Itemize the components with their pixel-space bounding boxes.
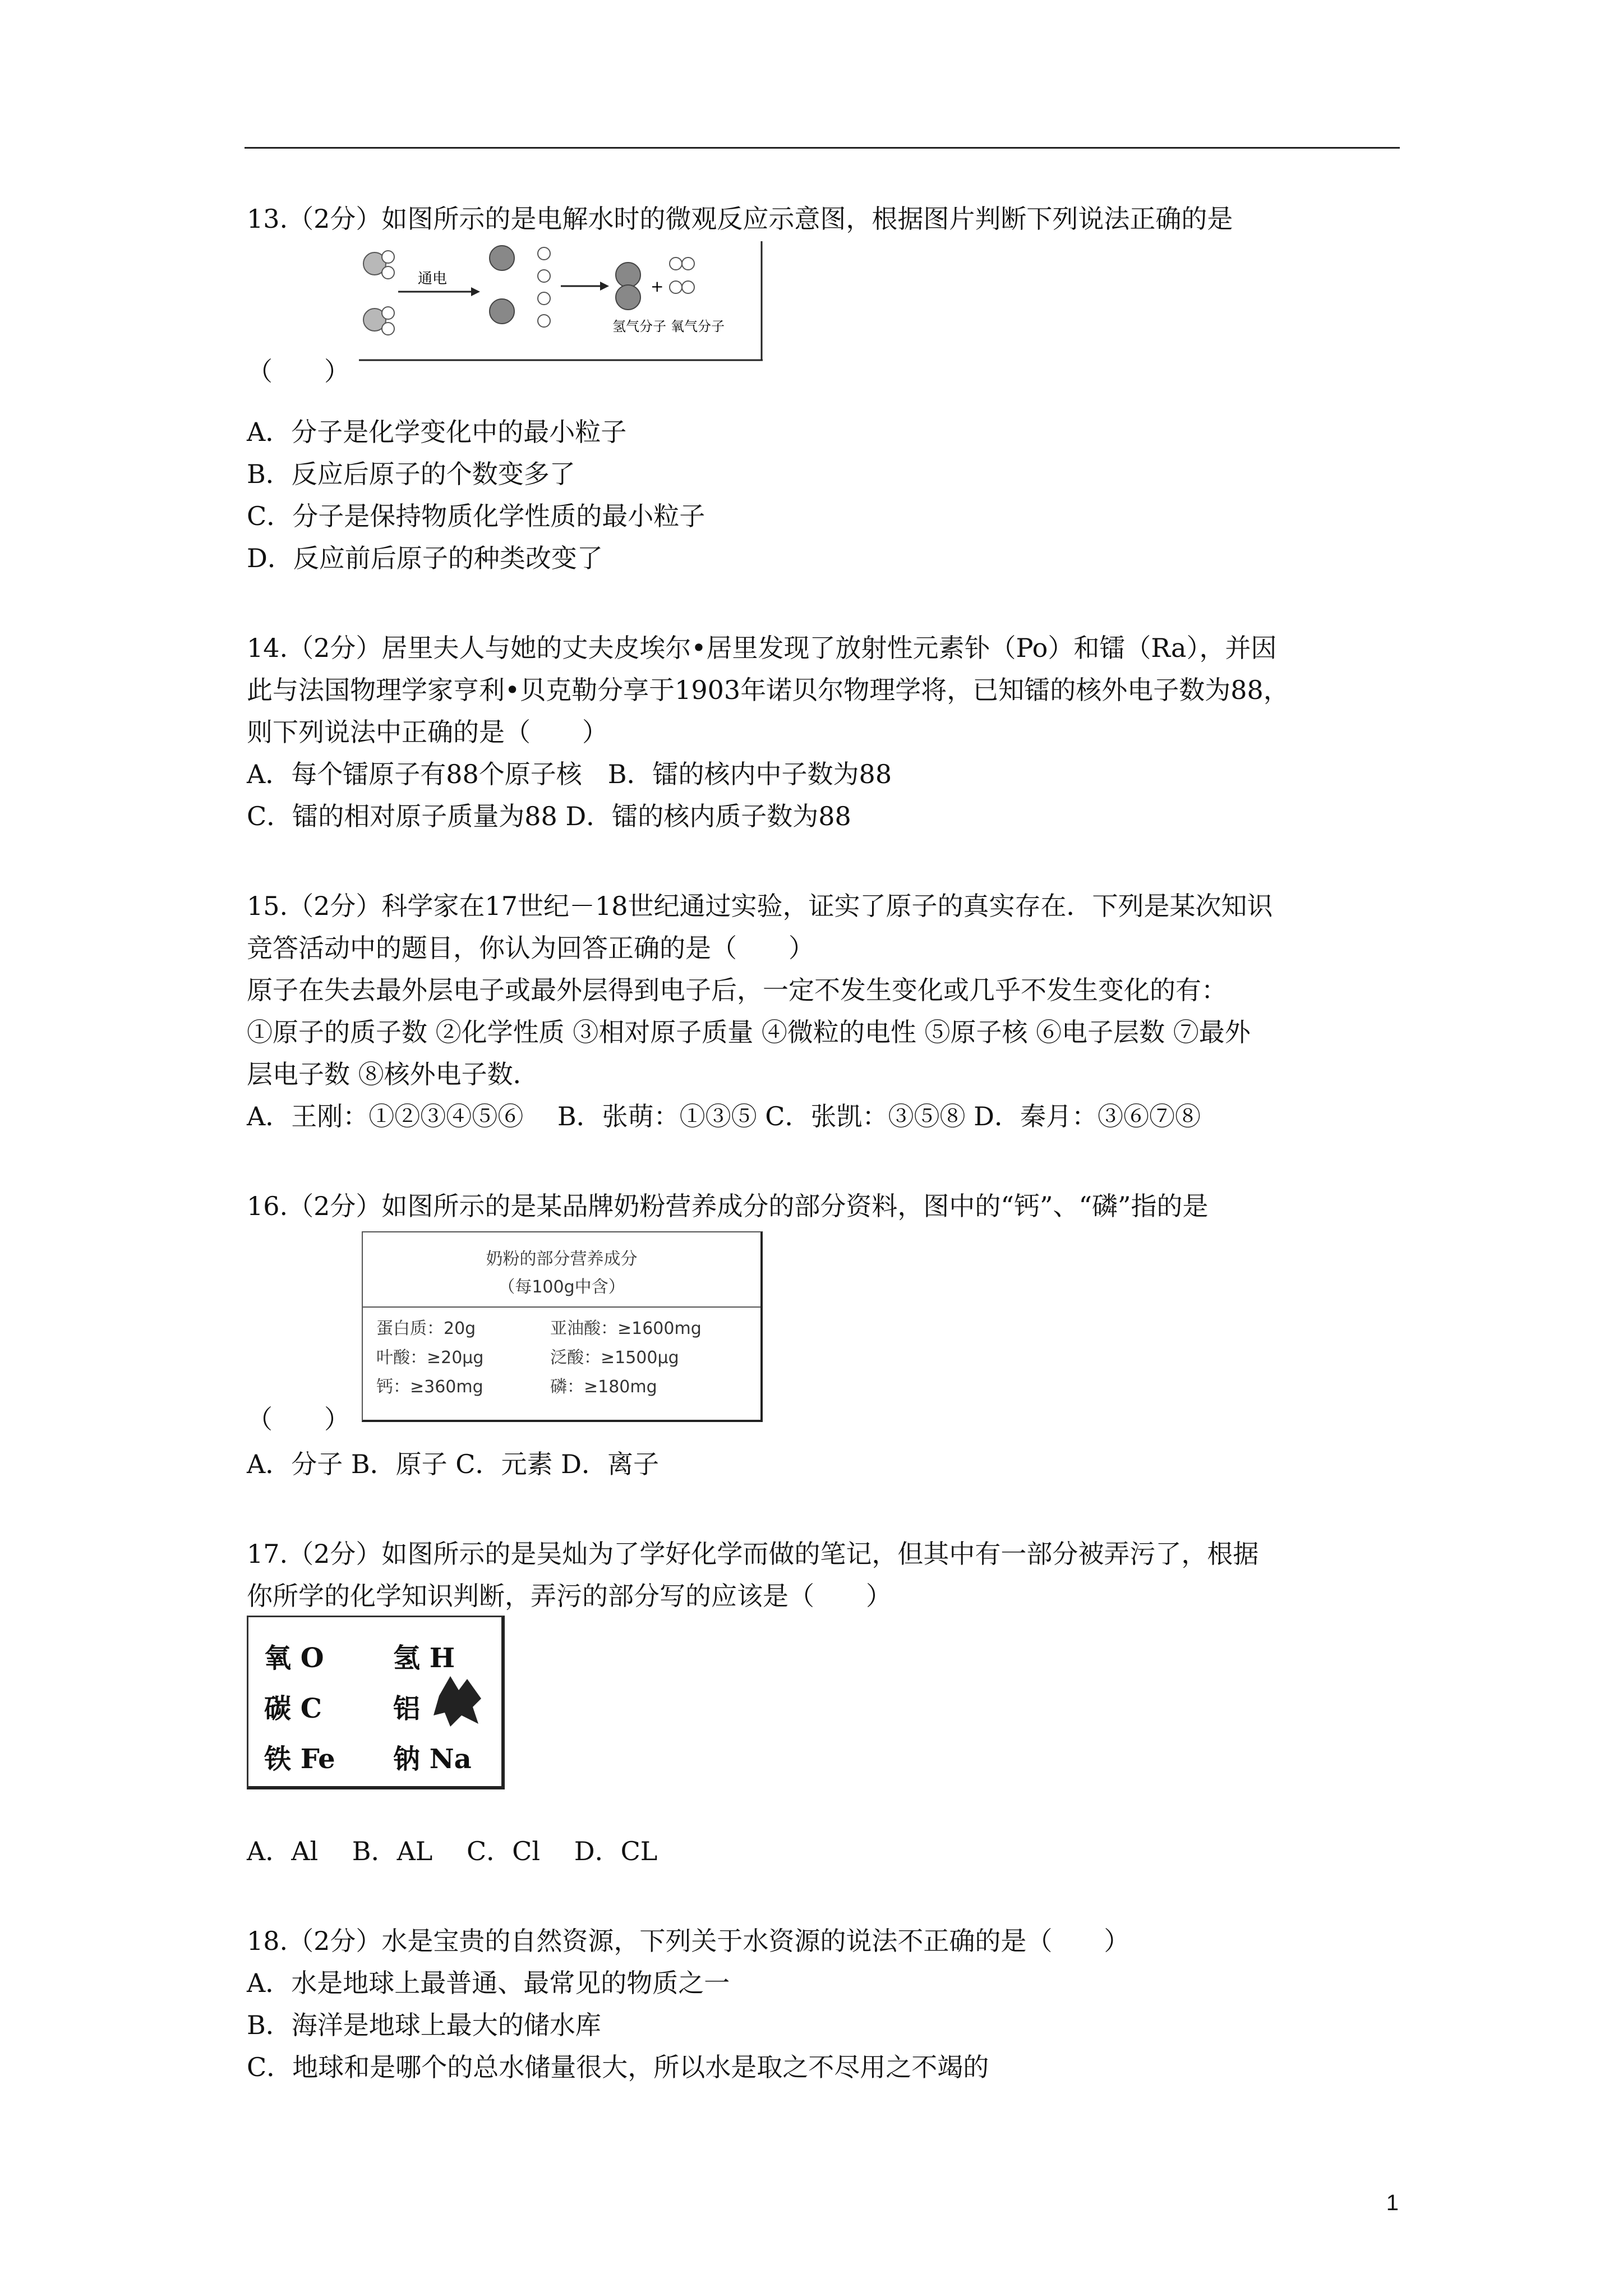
q17-line-1: 17.（2分）如图所示的是吴灿为了学好化学而做的笔记，但其中有一部分被弄污了，根据 xyxy=(247,1539,1259,1569)
q17-options: A．Al B．AL C．Cl D．CL xyxy=(247,1836,658,1866)
q16-stem: 16.（2分）如图所示的是某品牌奶粉营养成分的部分资料，图中的“钙”、“磷”指的是 xyxy=(247,1191,1209,1221)
table-cell: 蛋白质：20g xyxy=(376,1319,476,1338)
table-subtitle: （每100g中含） xyxy=(498,1277,625,1297)
table-title: 奶粉的部分营养成分 xyxy=(486,1249,638,1269)
note-cell: 氧 O xyxy=(264,1642,324,1674)
q15-line-4: ①原子的质子数 ②化学性质 ③相对原子质量 ④微粒的电性 ⑤原子核 ⑥电子层数 ⑦最外 xyxy=(247,1017,1251,1047)
electrolysis-diagram xyxy=(359,241,763,365)
q14-line-3: 则下列说法中正确的是（ ） xyxy=(247,717,608,747)
header-rule xyxy=(245,147,1400,149)
table-cell: 磷：≥180mg xyxy=(550,1377,657,1397)
q13-stem: 13.（2分）如图所示的是电解水时的微观反应示意图，根据图片判断下列说法正确的是 xyxy=(247,204,1233,234)
q13-option-d: D．反应前后原子的种类改变了 xyxy=(247,543,603,573)
q18-option-a: A．水是地球上最普通、最常见的物质之一 xyxy=(247,1968,730,1998)
note-cell: 钠 Na xyxy=(393,1743,472,1775)
q14-options-row-1: A．每个镭原子有88个原子核 B．镭的核内中子数为88 xyxy=(247,759,892,789)
ink-smudge-icon xyxy=(434,1673,484,1729)
q15-line-2: 竞答活动中的题目，你认为回答正确的是（ ） xyxy=(247,933,814,963)
arrow-label: 通电 xyxy=(418,270,448,287)
page-number: 1 xyxy=(1386,2191,1399,2215)
table-row xyxy=(376,1343,747,1373)
hydrogen-label: 氢气分子 xyxy=(612,319,666,334)
plus-sign: + xyxy=(651,277,664,296)
q18-option-c: C．地球和是哪个的总水储量很大，所以水是取之不尽用之不竭的 xyxy=(247,2052,989,2082)
q18-option-b: B．海洋是地球上最大的储水库 xyxy=(247,2010,601,2040)
q13-blank: （ ） xyxy=(247,356,350,386)
table-row xyxy=(376,1314,747,1343)
q16-blank: （ ） xyxy=(247,1404,350,1434)
note-cell: 铁 Fe xyxy=(264,1743,335,1775)
table-cell: 叶酸：≥20μg xyxy=(376,1348,484,1368)
q14-line-1: 14.（2分）居里夫人与她的丈夫皮埃尔•居里发现了放射性元素钋（Po）和镭（Ra），并因 xyxy=(247,633,1277,663)
note-cell: 氢 H xyxy=(393,1642,455,1674)
table-cell: 泛酸：≥1500μg xyxy=(550,1348,679,1368)
notebook-figure xyxy=(247,1616,505,1789)
q15-options: A．王刚：①②③④⑤⑥ B．张萌：①③⑤ C．张凯：③⑤⑧ D．秦月：③⑥⑦⑧ xyxy=(247,1101,1201,1131)
q16-options: A．分子 B．原子 C．元素 D．离子 xyxy=(247,1449,659,1479)
nutrition-table xyxy=(362,1231,763,1422)
oxygen-label: 氧气分子 xyxy=(671,319,725,334)
q17-line-2: 你所学的化学知识判断，弄污的部分写的应该是（ ） xyxy=(247,1581,892,1611)
note-cell: 碳 C xyxy=(264,1693,322,1724)
q13-option-a: A．分子是化学变化中的最小粒子 xyxy=(247,417,627,447)
table-cell: 钙：≥360mg xyxy=(376,1377,483,1397)
q15-line-5: 层电子数 ⑧核外电子数． xyxy=(247,1059,539,1089)
q15-line-3: 原子在失去最外层电子或最外层得到电子后，一定不发生变化或几乎不发生变化的有： xyxy=(247,975,1227,1005)
q15-line-1: 15.（2分）科学家在17世纪－18世纪通过实验，证实了原子的真实存在．下列是某次知识 xyxy=(247,891,1273,921)
q14-line-2: 此与法国物理学家亨利•贝克勒分享于1903年诺贝尔物理学将，已知镭的核外电子数为88， xyxy=(247,675,1289,705)
table-row xyxy=(376,1373,747,1402)
note-cell: 铝 xyxy=(393,1693,421,1724)
table-cell: 亚油酸：≥1600mg xyxy=(550,1319,702,1338)
q13-option-b: B．反应后原子的个数变多了 xyxy=(247,459,575,489)
q13-option-c: C．分子是保持物质化学性质的最小粒子 xyxy=(247,501,706,531)
note-row xyxy=(264,1734,501,1784)
q18-stem: 18.（2分）水是宝贵的自然资源，下列关于水资源的说法不正确的是（ ） xyxy=(247,1926,1130,1956)
q14-options-row-2: C．镭的相对原子质量为88 D．镭的核内质子数为88 xyxy=(247,801,851,831)
